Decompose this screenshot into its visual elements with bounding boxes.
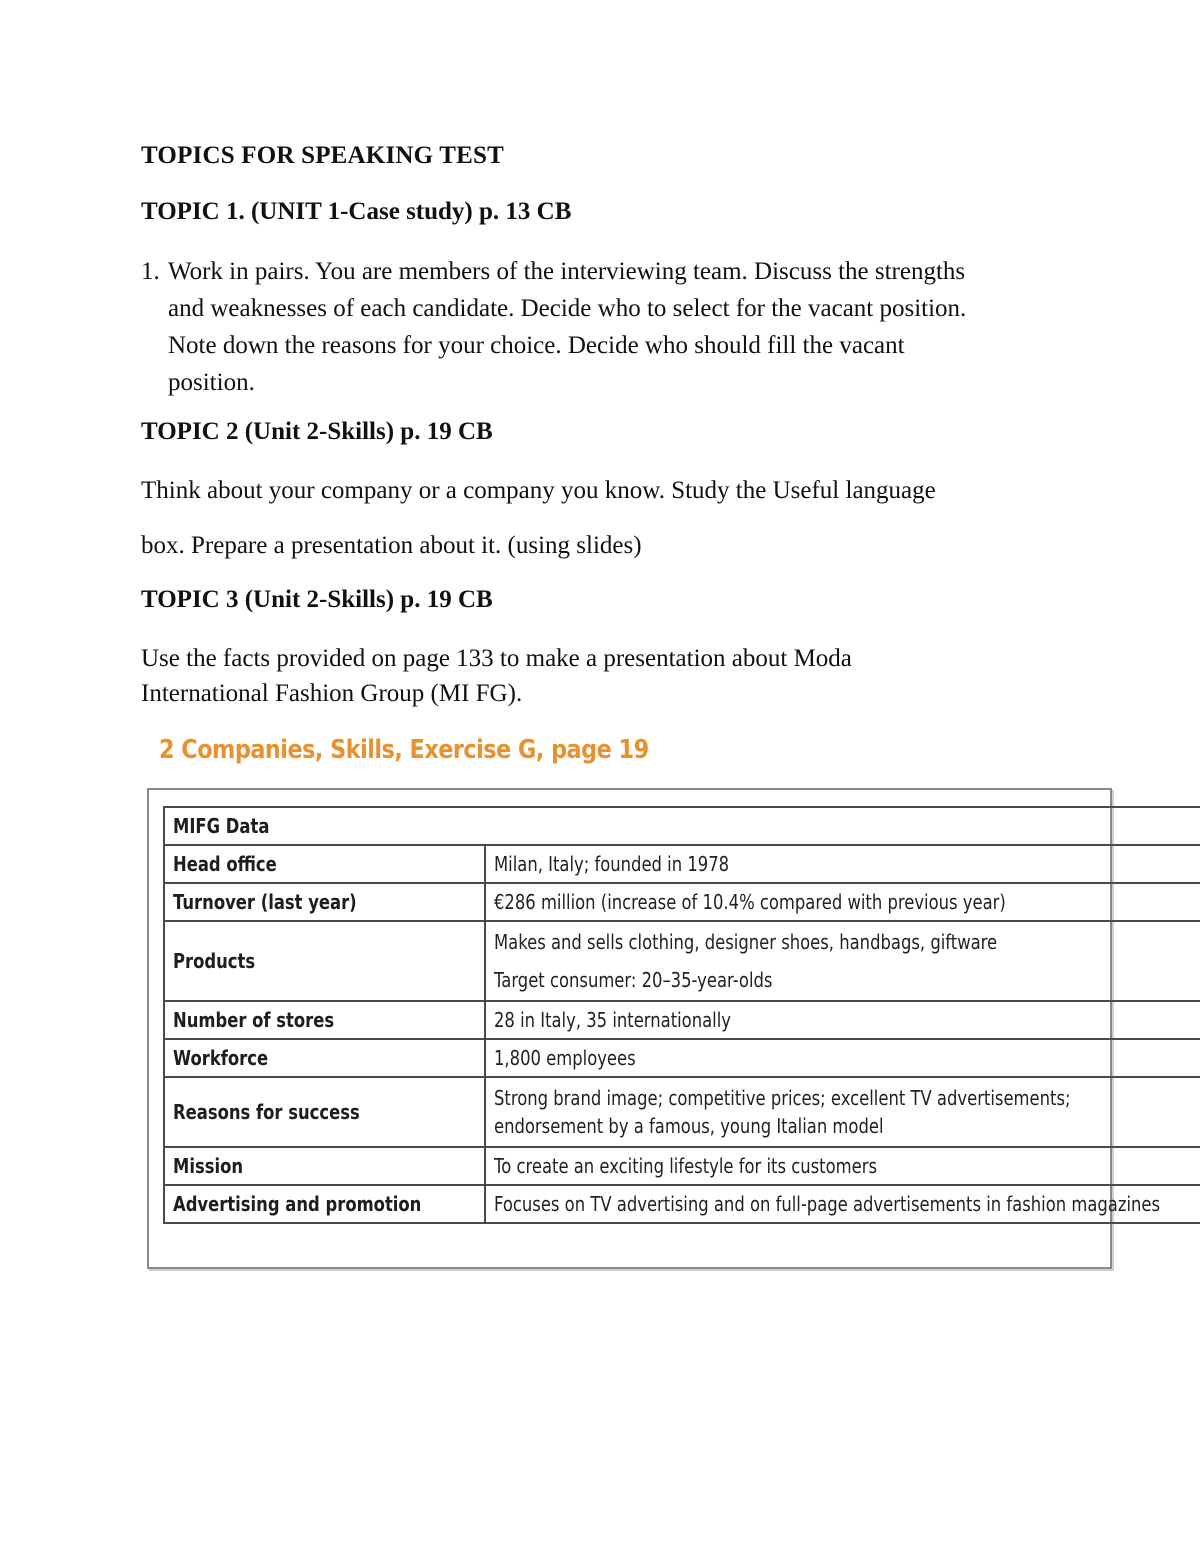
topic-1-heading: TOPIC 1. (UNIT 1-Case study) p. 13 CB [141,198,572,225]
topic-3-heading: TOPIC 3 (Unit 2-Skills) p. 19 CB [141,586,493,613]
mifg-data-table [163,806,1200,1224]
table-row [164,1001,1200,1039]
table-row [164,1147,1200,1185]
row-label: Turnover (last year) [164,883,485,921]
topic-1-line-1: Work in pairs. You are members of the interviewing team. Discuss the strengths [168,258,966,285]
exercise-title: 2 Companies, Skills, Exercise G, page 19 [159,735,649,765]
row-value: Milan, Italy; founded in 1978 [485,845,1200,883]
row-value: 1,800 employees [485,1039,1200,1077]
topic-1-line-2: and weaknesses of each candidate. Decide who to select for the vacant position. [168,295,967,322]
row-value: €286 million (increase of 10.4% compared with previous year) [485,883,1200,921]
table-row [164,921,1200,1001]
row-label: Products [164,921,485,1001]
table-row [164,845,1200,883]
row-value: Focuses on TV advertising and on full-page advertisements in fashion magazines [485,1185,1200,1223]
topic-3-line-2: International Fashion Group (MI FG). [141,680,523,707]
row-label: Reasons for success [164,1077,485,1147]
table-row [164,883,1200,921]
table-row [164,1185,1200,1223]
topic-1-list-item [168,253,1068,401]
row-label: Head office [164,845,485,883]
row-value: Strong brand image; competitive prices; excellent TV advertisements; endorsement by a famous, young Italian model [485,1077,1200,1147]
row-label: Workforce [164,1039,485,1077]
row-value: 28 in Italy, 35 internationally [485,1001,1200,1039]
row-label: Mission [164,1147,485,1185]
topic-2-line-2: box. Prepare a presentation about it. (using slides) [141,532,642,559]
mifg-table-frame [147,788,1160,1269]
row-label: Advertising and promotion [164,1185,485,1223]
table-caption: MIFG Data [164,807,1200,845]
list-item-number: 1. [141,258,160,285]
topic-2-line-1: Think about your company or a company you know. Study the Useful language [141,477,936,504]
topic-1-line-3: Note down the reasons for your choice. Decide who should fill the vacant [168,332,905,359]
topic-1-line-4: position. [168,369,255,396]
row-value: To create an exciting lifestyle for its customers [485,1147,1200,1185]
topic-3-line-1: Use the facts provided on page 133 to make a presentation about Moda [141,645,852,672]
topic-2-heading: TOPIC 2 (Unit 2-Skills) p. 19 CB [141,418,493,445]
document-title: TOPICS FOR SPEAKING TEST [141,142,505,169]
row-label: Number of stores [164,1001,485,1039]
row-value: Makes and sells clothing, designer shoes, handbags, giftware Target consumer: 20–35-year-olds [485,921,1200,1001]
table-row [164,1077,1200,1147]
table-caption-row [164,807,1200,845]
table-row [164,1039,1200,1077]
